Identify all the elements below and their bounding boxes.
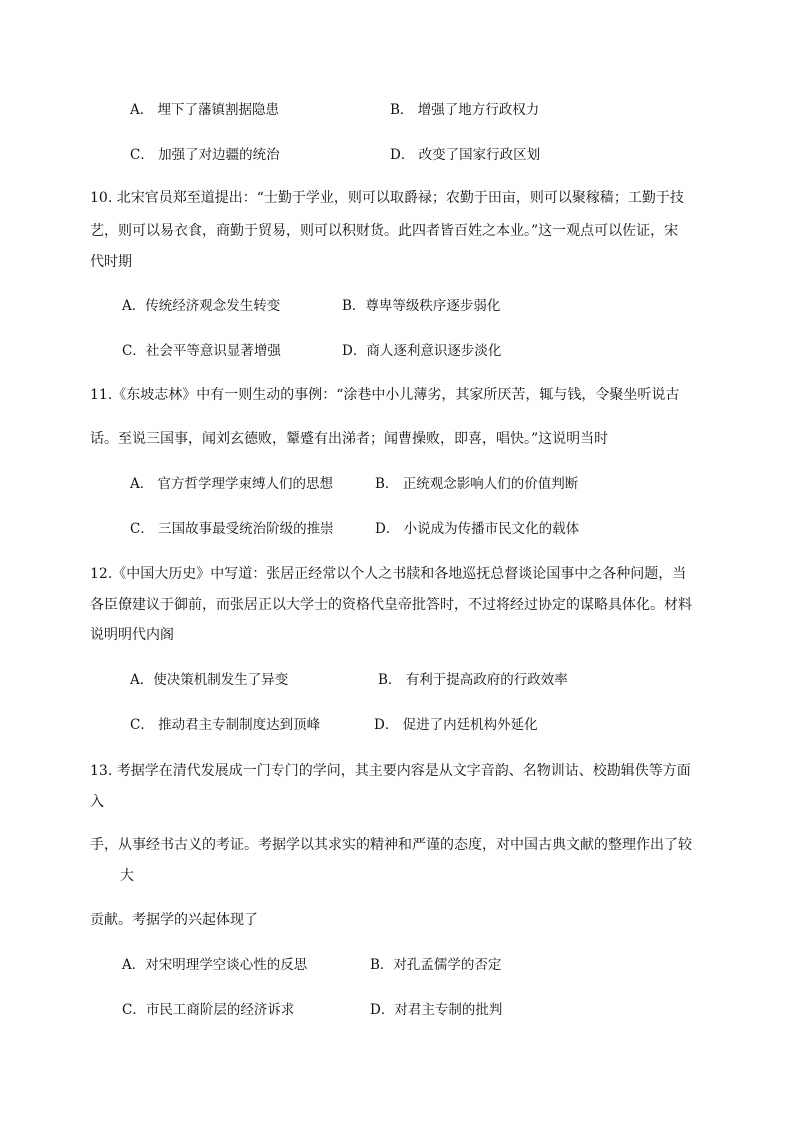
q12-stem-line-1: 12.《中国大历史》中写道：张居正经常以个人之书牍和各地巡抚总督谈论国事中之各种问题，当 — [90, 566, 687, 582]
q10-option-c: C．社会平等意识显著增强 — [122, 343, 281, 359]
q13-stem-line-1: 13. 考据学在清代发展成一门专门的学问，其主要内容是从文字音韵、名物训诂、校勘辑佚等方面 — [90, 763, 691, 779]
q10-stem-line-2: 艺，则可以易衣食，商勤于贸易，则可以积财货。此四者皆百姓之本业。”这一观点可以佐证，宋 — [90, 223, 679, 239]
q13-stem-line-3: 手，从事经书古义的考证。考据学以其求实的精神和严谨的态度，对中国古典文献的整理作出了较 — [90, 837, 692, 853]
q11-option-c: C． 三国故事最受统治阶级的推崇 — [130, 521, 334, 537]
q12-option-d: D． 促进了内廷机构外延化 — [374, 717, 538, 733]
q11-stem-line-2: 话。至说三国事，闻刘玄德败，颦蹙有出涕者；闻曹操败，即喜，唱快。”这说明当时 — [90, 431, 609, 447]
q12-option-a: A．使决策机制发生了异变 — [130, 672, 289, 688]
q9-option-d: D． 改变了国家行政区划 — [390, 147, 541, 163]
q10-option-d: D．商人逐利意识逐步淡化 — [342, 343, 502, 359]
q10-option-a: A．传统经济观念发生转变 — [122, 298, 281, 314]
q13-option-d: D．对君主专制的批判 — [370, 1002, 503, 1018]
q13-stem-line-5: 贡献。考据学的兴起体现了 — [90, 912, 258, 928]
q9-option-b: B． 增强了地方行政权力 — [390, 102, 540, 118]
q11-option-b: B． 正统观念影响人们的价值判断 — [375, 476, 579, 492]
q12-option-c: C． 推动君主专制制度达到顶峰 — [130, 717, 321, 733]
q11-option-a: A． 官方哲学理学束缚人们的思想 — [130, 476, 334, 492]
q12-option-b: B． 有利于提高政府的行政效率 — [378, 672, 568, 688]
q10-stem-line-1: 10. 北宋官员郑至道提出：“士勤于学业，则可以取爵禄；农勤于田亩，则可以聚稼穑；工勤于技 — [90, 190, 684, 206]
q11-option-d: D． 小说成为传播市民文化的载体 — [375, 521, 580, 537]
q10-stem-line-3: 代时期 — [90, 254, 132, 270]
q13-stem-line-2: 入 — [90, 794, 104, 810]
q11-stem-line-1: 11.《东坡志林》中有一则生动的事例：“涂巷中小儿薄劣，其家所厌苦，辄与钱，令聚坐听说古 — [90, 387, 680, 403]
q13-option-a: A．对宋明理学空谈心性的反思 — [122, 957, 308, 973]
q12-stem-line-3: 说明明代内阁 — [90, 627, 174, 643]
q13-option-b: B．对孔孟儒学的否定 — [370, 957, 502, 973]
q9-option-a: A． 埋下了藩镇割据隐患 — [130, 102, 280, 118]
q13-stem-line-4: 大 — [120, 868, 134, 884]
q10-option-b: B．尊卑等级秩序逐步弱化 — [342, 298, 501, 314]
q12-stem-line-2: 各臣僚建议于御前，而张居正以大学士的资格代皇帝批答时，不过将经过协定的谋略具体化。材料 — [90, 597, 692, 613]
q9-option-c: C． 加强了对边疆的统治 — [130, 147, 280, 163]
q13-option-c: C．市民工商阶层的经济诉求 — [122, 1002, 295, 1018]
